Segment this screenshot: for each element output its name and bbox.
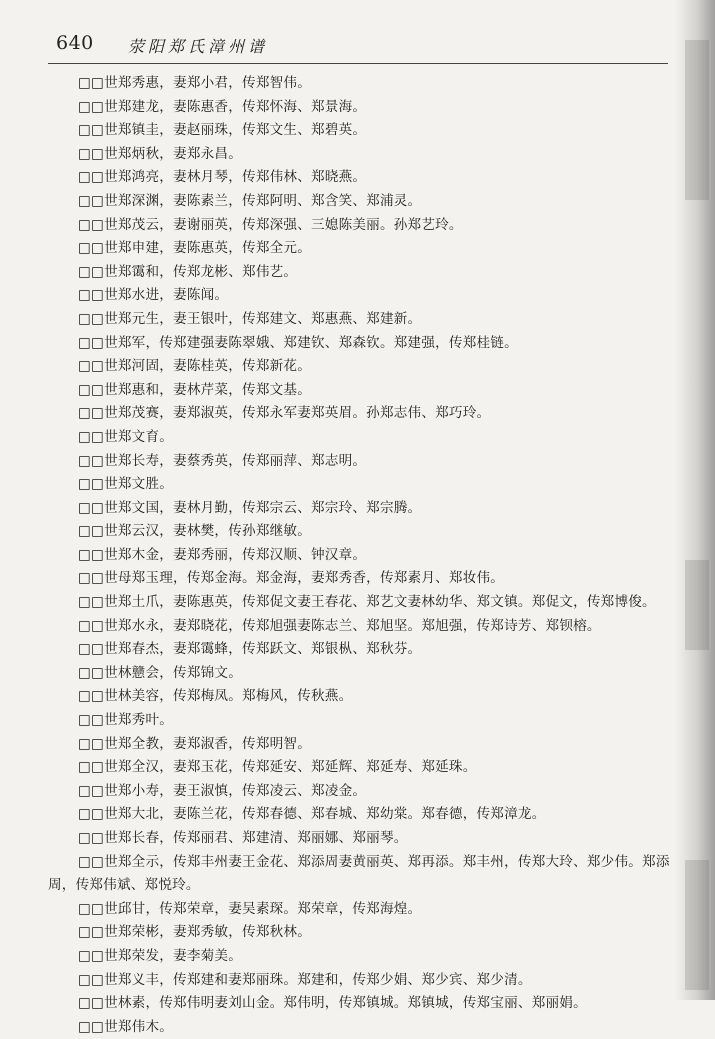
- entry: □□世郑文胜。: [78, 476, 174, 493]
- entry: □□世郑秀叶。: [78, 712, 174, 729]
- entry: □□世郑文国，妻林月勤，传郑宗云、郑宗玲、郑宗腾。: [78, 499, 422, 516]
- entry: □□世郑土爪，妻陈惠英，传郑促文妻王春花、郑艺文妻林幼华、郑文镇。郑促文，传郑博俊。: [78, 594, 656, 611]
- entry: □□世郑伟木。: [78, 1018, 174, 1035]
- entry: □□世郑炳秋，妻郑永昌。: [78, 145, 243, 162]
- entry: □□世郑长寿，妻蔡秀英，传郑丽萍、郑志明。: [78, 452, 367, 469]
- entry: □□世郑全教，妻郑淑香，传郑明智。: [78, 735, 311, 752]
- entry: □□世郑水永，妻郑晓花，传郑旭强妻陈志兰、郑旭坚。郑旭强，传郑诗芳、郑钡榕。: [78, 617, 601, 634]
- page-number: 640: [56, 32, 94, 54]
- page-header: [56, 30, 656, 60]
- entry: □□世郑元生，妻王银叶，传郑建文、郑惠燕、郑建新。: [78, 310, 422, 327]
- entry: □□世郑木金，妻郑秀丽，传郑汉顺、钟汉章。: [78, 546, 367, 563]
- entry: □□世郑荣发，妻李菊美。: [78, 947, 243, 964]
- entry: □□世郑秀惠，妻郑小君，传郑智伟。: [78, 75, 311, 91]
- entry: □□世郑文育。: [78, 428, 174, 445]
- entry: □□世林素，传郑伟明妻刘山金。郑伟明，传郑镇城。郑镇城，传郑宝丽、郑丽娟。: [78, 995, 587, 1012]
- scan-noise: [685, 860, 709, 990]
- entry: □□世林美容，传郑梅凤。郑梅风，传秋燕。: [78, 688, 353, 705]
- header-rule: [48, 63, 668, 64]
- entry: □□世郑水进，妻陈闻。: [78, 287, 229, 304]
- genealogy-entries: [48, 72, 678, 1039]
- entry: □□世郑惠和，妻林芹菜，传郑文基。: [78, 381, 311, 398]
- entry: □□世郑义丰，传郑建和妻郑丽珠。郑建和，传郑少娟、郑少宾、郑少清。: [78, 971, 532, 988]
- entry: □□世母郑玉理，传郑金海。郑金海，妻郑秀香，传郑素月、郑妆伟。: [78, 570, 505, 587]
- entry: □□世郑河固，妻陈桂英，传郑新花。: [78, 358, 311, 375]
- entry: □□世郑深渊，妻陈素兰，传郑阿明、郑含笑、郑浦灵。: [78, 192, 422, 209]
- entry: □□世郑茂赛，妻郑淑英，传郑永军妻郑英眉。孙郑志伟、郑巧玲。: [78, 405, 491, 422]
- entry: □□世郑长春，传郑丽君、郑建清、郑丽娜、郑丽琴。: [78, 830, 408, 846]
- entry: □□世郑申建，妻陈惠英，传郑全元。: [78, 240, 311, 257]
- entry: □□世郑小寿，妻王淑慎，传郑凌云、郑凌金。: [78, 782, 367, 799]
- entry: □□世郑云汉，妻林樊，传孙郑继敏。: [78, 523, 311, 540]
- scan-noise: [685, 40, 709, 200]
- entry: □□世郑春杰，妻郑霭蜂，传郑跃文、郑银枞、郑秋芬。: [78, 641, 422, 658]
- entry: □□世郑军，传郑建强妻陈翠娥、郑建钦、郑森钦。郑建强，传郑桂链。: [78, 334, 518, 351]
- entry: □□世郑鸿亮，妻林月琴，传郑伟林、郑晓燕。: [78, 169, 367, 186]
- entry: □□世郑全示，传郑丰州妻王金花、郑添周妻黄丽英、郑再添。郑丰州，传郑大玲、郑少伟。郑添周，传郑伟斌、郑悦玲。: [48, 853, 670, 894]
- scan-noise: [685, 560, 709, 650]
- entry: □□世郑荣彬，妻郑秀敏，传郑秋林。: [78, 924, 311, 941]
- entry: □□世郑霭和，传郑龙彬、郑伟艺。: [78, 263, 298, 280]
- entry: □□世林戆会，传郑锦文。: [78, 664, 243, 681]
- entry: □□世郑镇圭，妻赵丽珠，传郑文生、郑碧英。: [78, 122, 367, 139]
- entry: □□世郑大北，妻陈兰花，传郑春德、郑春城、郑幼棠。郑春德，传郑漳龙。: [78, 806, 546, 823]
- entry: □□世邱甘，传郑荣章，妻吴素琛。郑荣章，传郑海煌。: [78, 900, 422, 917]
- entry: □□世郑全汉，妻郑玉花，传郑延安、郑延辉、郑延寿、郑延珠。: [78, 759, 477, 776]
- entry: □□世郑茂云，妻谢丽英，传郑深强、三媳陈美丽。孙郑艺玲。: [78, 216, 463, 233]
- running-title: 荥阳郑氏漳州谱: [128, 37, 269, 56]
- entry: □□世郑建龙，妻陈惠香，传郑怀海、郑景海。: [78, 98, 367, 115]
